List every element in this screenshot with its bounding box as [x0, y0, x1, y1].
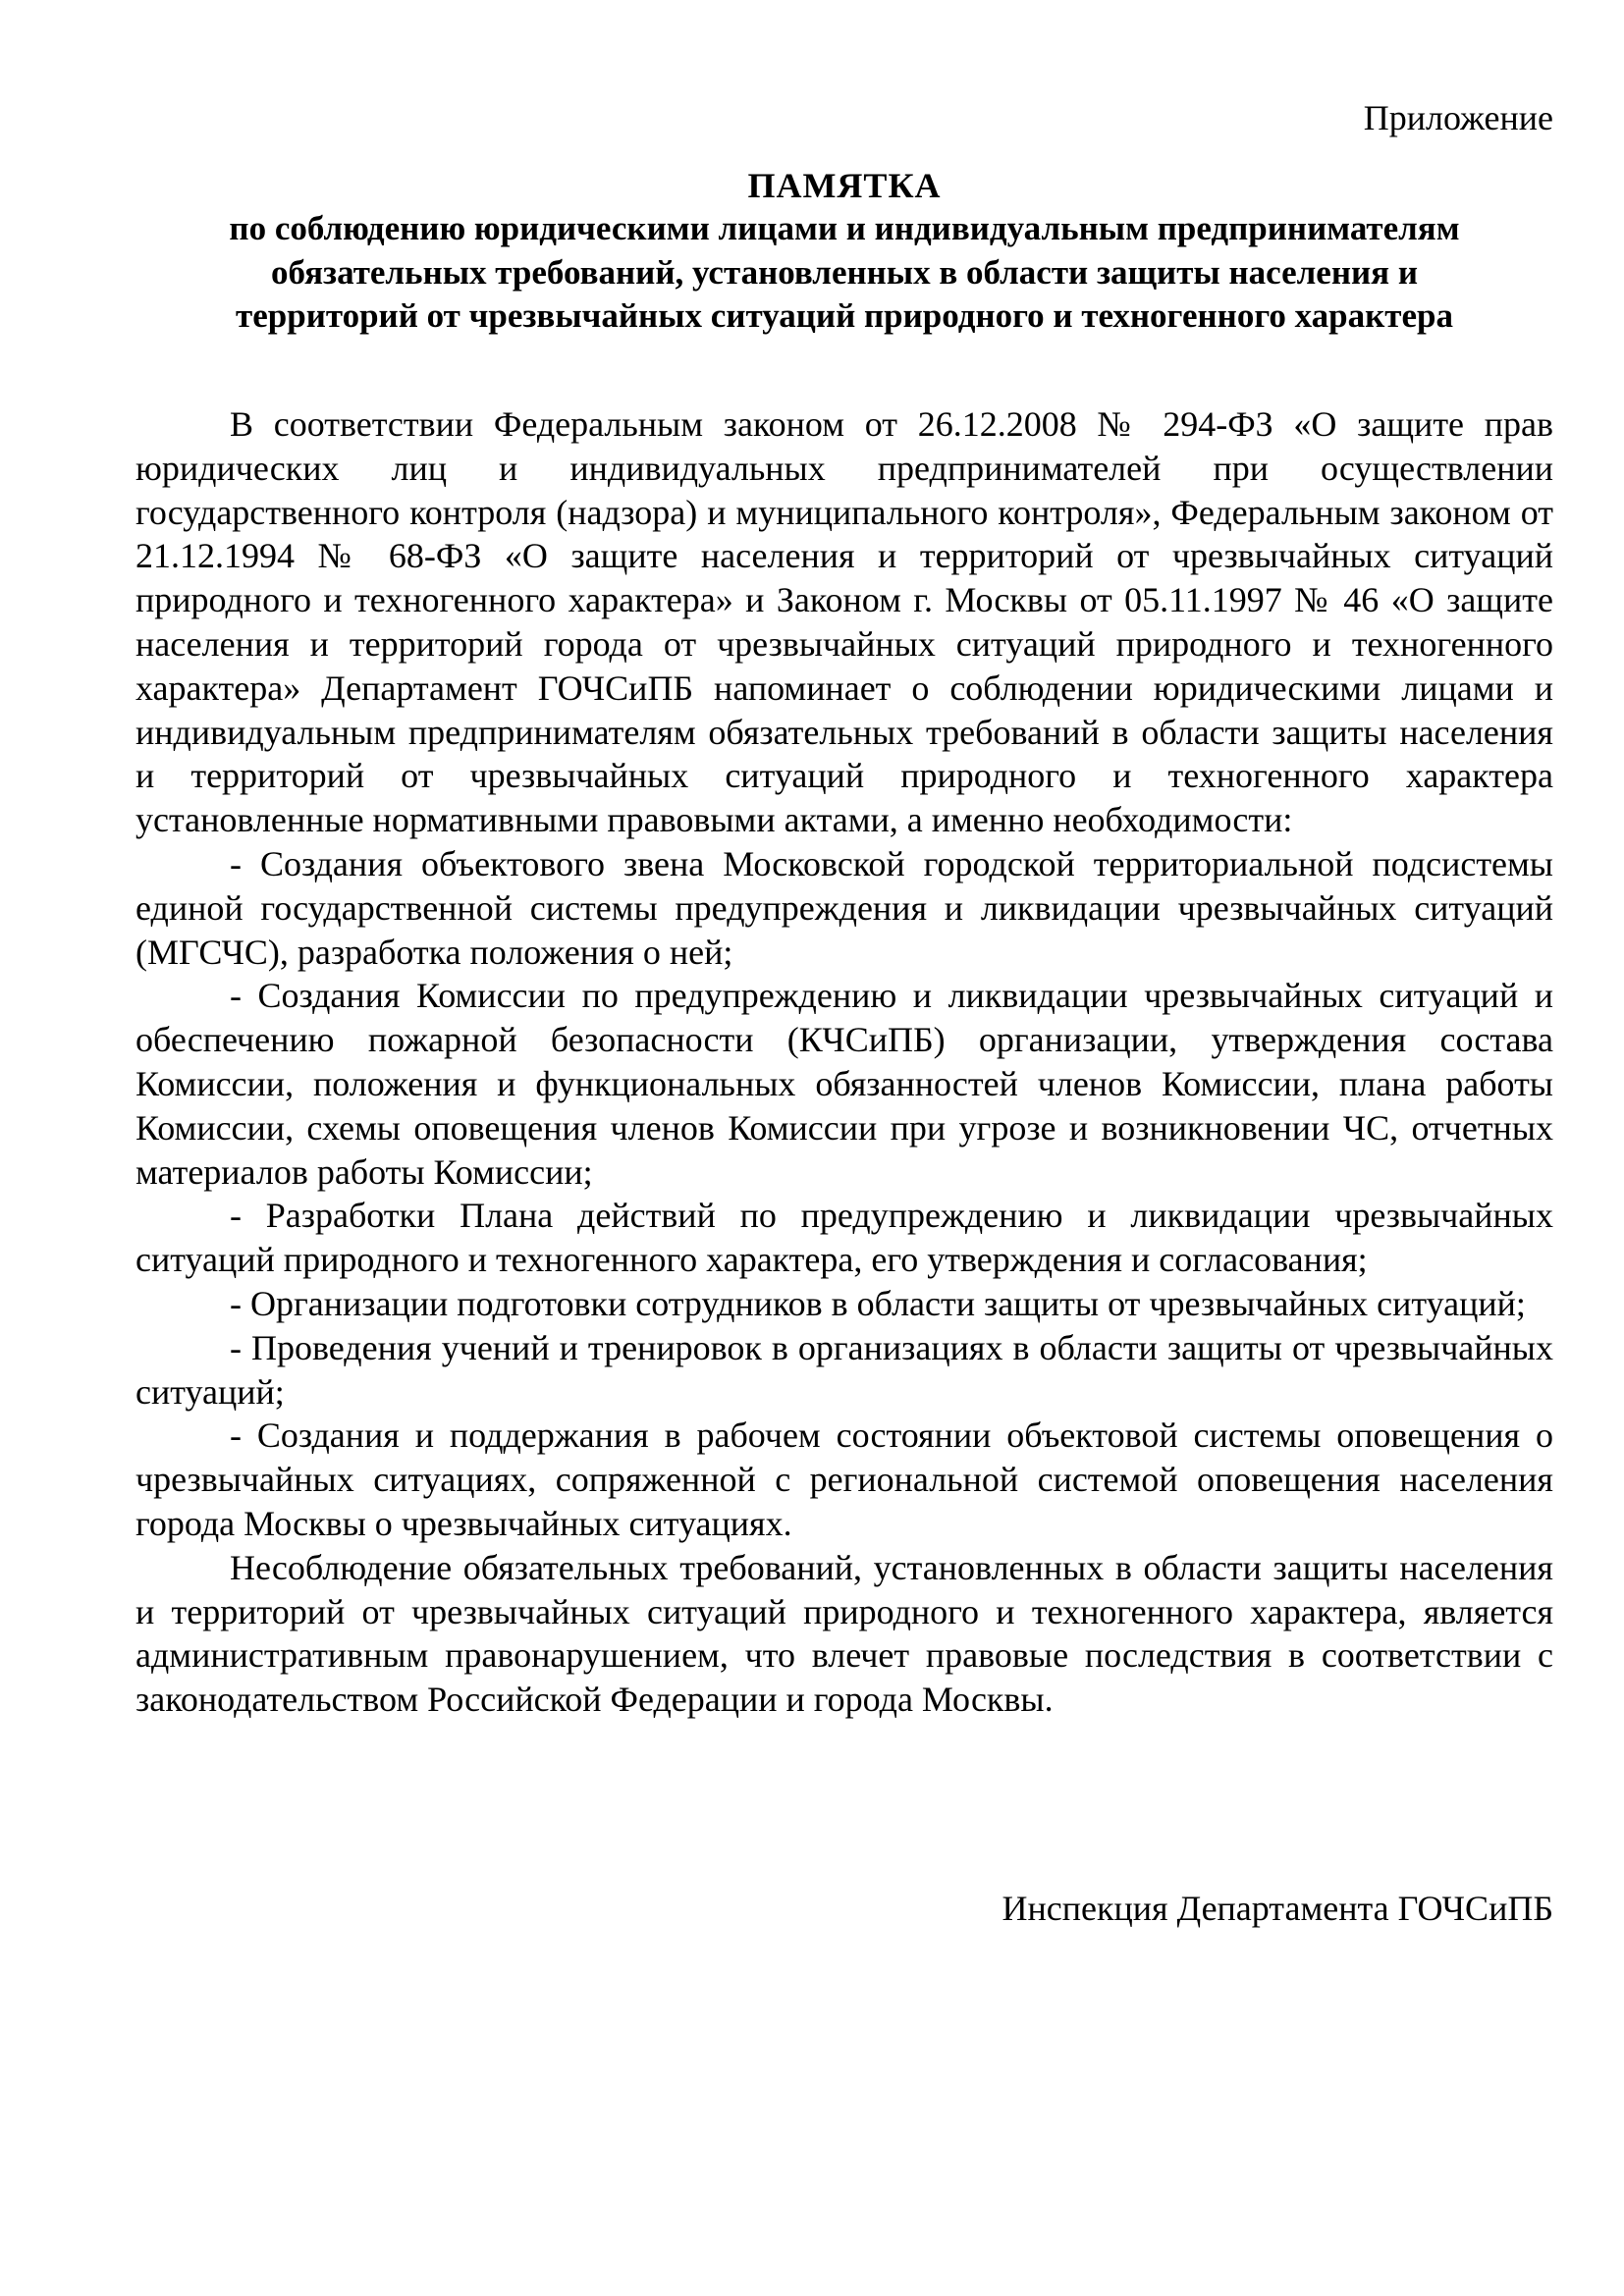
signature: Инспекция Департамента ГОЧСиПБ	[1001, 1889, 1553, 1928]
document-page	[135, 0, 1553, 2296]
requirement-item: - Проведения учений и тренировок в организациях в области защиты от чрезвычайных ситуаций;	[135, 1327, 1553, 1412]
document-body	[135, 402, 1553, 1722]
title-block	[135, 164, 1553, 339]
appendix-label: Приложение	[1363, 98, 1553, 137]
document-title: ПАМЯТКА	[747, 166, 942, 205]
subtitle-line: территорий от чрезвычайных ситуаций природного и техногенного характера	[236, 296, 1453, 335]
requirements-list	[135, 842, 1553, 1546]
requirement-item: - Организации подготовки сотрудников в области защиты от чрезвычайных ситуаций;	[230, 1283, 1526, 1323]
subtitle-line: по соблюдению юридическими лицами и индивидуальным предпринимателям	[229, 209, 1460, 247]
closing-paragraph: Несоблюдение обязательных требований, установленных в области защиты населения и территорий от чрезвычайных ситуаций природного и техногенного характера, является административным правонарушением, что влечет правовые последствия в соответствии с законодательством Российской Федерации и города Москвы.	[135, 1547, 1553, 1720]
intro-paragraph: В соответствии Федеральным законом от 26.12.2008 № 294-ФЗ «О защите прав юридических лиц и индивидуальных предпринимателей при осуществлении государственного контроля (надзора) и муниципального контроля», Федеральным законом от 21.12.1994 № 68-ФЗ «О защите населения и территорий от чрезвычайных ситуаций природного и техногенного характера» и Законом г. Москвы от 05.11.1997 № 46 «О защите населения и территорий города от чрезвычайных ситуаций природного и техногенного характера» Департамент ГОЧСиПБ напоминает о соблюдении юридическими лицами и индивидуальным предпринимателям обязательных требований в области защиты населения и территорий от чрезвычайных ситуаций природного и техногенного характера установленные нормативными правовыми актами, а именно необходимости:	[135, 404, 1553, 840]
document-subtitle	[135, 207, 1553, 339]
requirement-item: - Создания и поддержания в рабочем состоянии объектовой системы оповещения о чрезвычайных ситуациях, сопряженной с региональной системой оповещения населения города Москвы о чрезвычайных ситуациях.	[135, 1415, 1553, 1543]
requirement-item: - Создания Комиссии по предупреждению и ликвидации чрезвычайных ситуаций и обеспечению пожарной безопасности (КЧСиПБ) организации, утверждения состава Комиссии, положения и функциональных обязанностей членов Комиссии, плана работы Комиссии, схемы оповещения членов Комиссии при угрозе и возникновении ЧС, отчетных материалов работы Комиссии;	[135, 976, 1553, 1192]
requirement-item: - Создания объектового звена Московской городской территориальной подсистемы единой государственной системы предупреждения и ликвидации чрезвычайных ситуаций (МГСЧС), разработка положения о ней;	[135, 843, 1553, 972]
subtitle-line: обязательных требований, установленных в области защиты населения и	[270, 252, 1419, 292]
requirement-item: - Разработки Плана действий по предупреждению и ликвидации чрезвычайных ситуаций природного и техногенного характера, его утверждения и согласования;	[135, 1196, 1553, 1280]
